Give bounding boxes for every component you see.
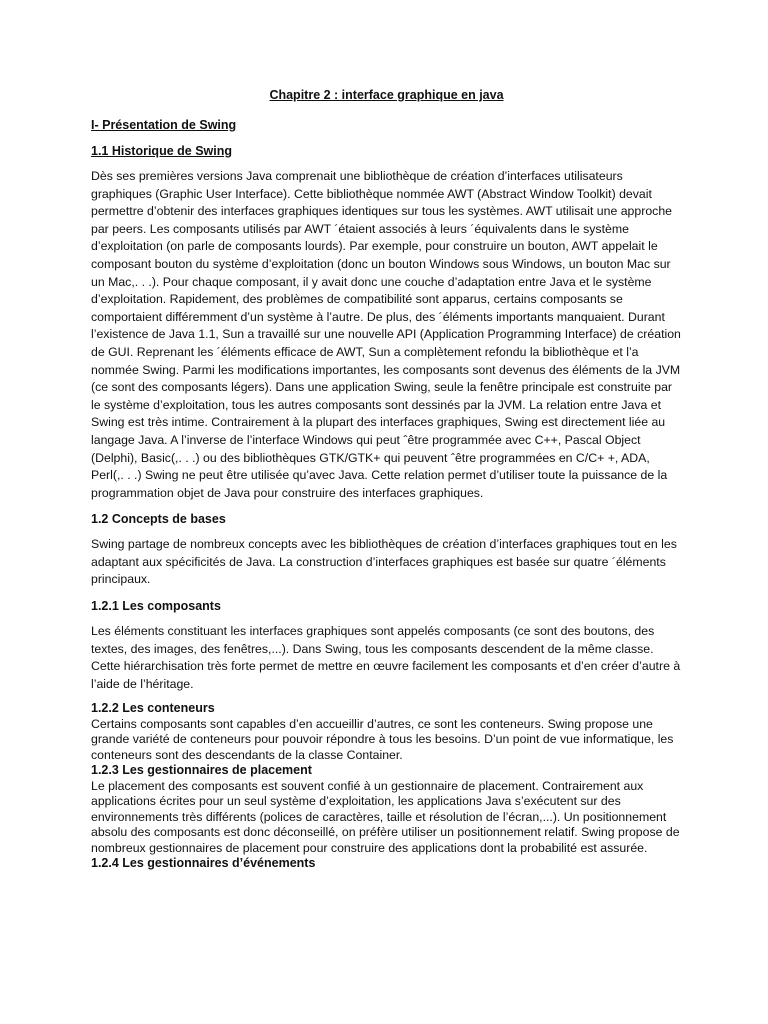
- paragraph-composants: Les éléments constituant les interfaces graphiques sont appelés composants (ce sont des boutons, des textes, des images, des fenêtres,...). Dans Swing, tous les composants descendent de la même classe. Cette hiérarchisation très forte permet de mettre en œuvre facilement les composants et d’en créer d’autre à l’aide de l’héritage.: [91, 624, 681, 691]
- section-heading-concepts: 1.2 Concepts de bases: [91, 512, 226, 527]
- section-heading-evenements: 1.2.4 Les gestionnaires d’événements: [91, 856, 316, 871]
- section-heading-historique: 1.1 Historique de Swing: [91, 144, 232, 158]
- paragraph-placement: Le placement des composants est souvent confié à un gestionnaire de placement. Contrairement aux applications écrites pour un seul système d’exploitation, les applications Java s’exécutent sur des environnements très différents (polices de caractères, taille et résolution de l’écran,...). Un positionnement absolu des composants est donc déconseillé, on préfère utiliser un positionnement relatif. Swing propose de nombreux gestionnaires de placement pour construire des applications dont la probabilité est assurée.: [91, 778, 680, 855]
- section-heading-conteneurs: 1.2.2 Les conteneurs: [91, 701, 215, 716]
- paragraph-historique: Dès ses premières versions Java comprenait une bibliothèque de création d’interfaces utilisateurs graphiques (Graphic User Interface). Cette bibliothèque nommée AWT (Abstract Window Toolkit) devait permettre d’obtenir des interfaces graphiques identiques sur tous les systèmes. AWT utilisait une approche par peers. Les composants utilisés par AWT ´étaient associés à leurs ´équivalents dans le système d’exploitation (on parle de composants lourds). Par exemple, pour construire un bouton, AWT appelait le composant bouton du système d’exploitation (donc un bouton Windows sous Windows, un bouton Mac sur un Mac,. . .). Pour chaque composant, il y avait donc une couche d’adaptation entre Java et le système d’exploitation. Rapidement, des problèmes de compatibilité sont apparus, certains composants se comportaient différemment d’un système à l’autre. De plus, des ´éléments importants manquaient. Durant l’existence de Java 1.1, Sun a travaillé sur une nouvelle API (Application Programming Interface) de création de GUI. Reprenant les ´éléments efficace de AWT, Sun a complètement refondu la bibliothèque et l’a nommée Swing. Parmi les modifications importantes, les composants sont devenus des éléments de la JVM (ce sont des composants légers). Dans une application Swing, seule la fenêtre principale est construite par le système d’exploitation, tous les autres composants sont dessinés par la JVM. La relation entre Java et Swing est très intime. Contrairement à la plupart des interfaces graphiques, Swing est directement liée au langage Java. A l’inverse de l’interface Windows qui peut ˆêtre programmée avec C++, Pascal Object (Delphi), Basic(,. . .) ou des bibliothèques GTK/GTK+ qui peuvent ˆêtre programmées en C/C+ +, ADA, Perl(,. . .) Swing ne peut être utilisée qu’avec Java. Cette relation permet d’utiliser toute la puissance de la programmation objet de Java pour construire des interfaces graphiques.: [91, 169, 681, 500]
- section-heading-presentation: I- Présentation de Swing: [91, 118, 237, 132]
- paragraph-conteneurs: Certains composants sont capables d’en accueillir d’autres, ce sont les conteneurs. Swing propose une grande variété de conteneurs pour pouvoir répondre à tous les besoins. D’un point de vue informatique, les conteneurs sont des descendants de la classe Container.: [91, 716, 674, 762]
- section-heading-placement: 1.2.3 Les gestionnaires de placement: [91, 763, 312, 778]
- chapter-title: Chapitre 2 : interface graphique en java: [269, 88, 504, 102]
- paragraph-concepts: Swing partage de nombreux concepts avec les bibliothèques de création d’interfaces graphiques tout en les adaptant aux spécificités de Java. La construction d’interfaces graphiques est basée sur quatre ´éléments principaux.: [91, 537, 677, 587]
- section-heading-composants: 1.2.1 Les composants: [91, 599, 221, 614]
